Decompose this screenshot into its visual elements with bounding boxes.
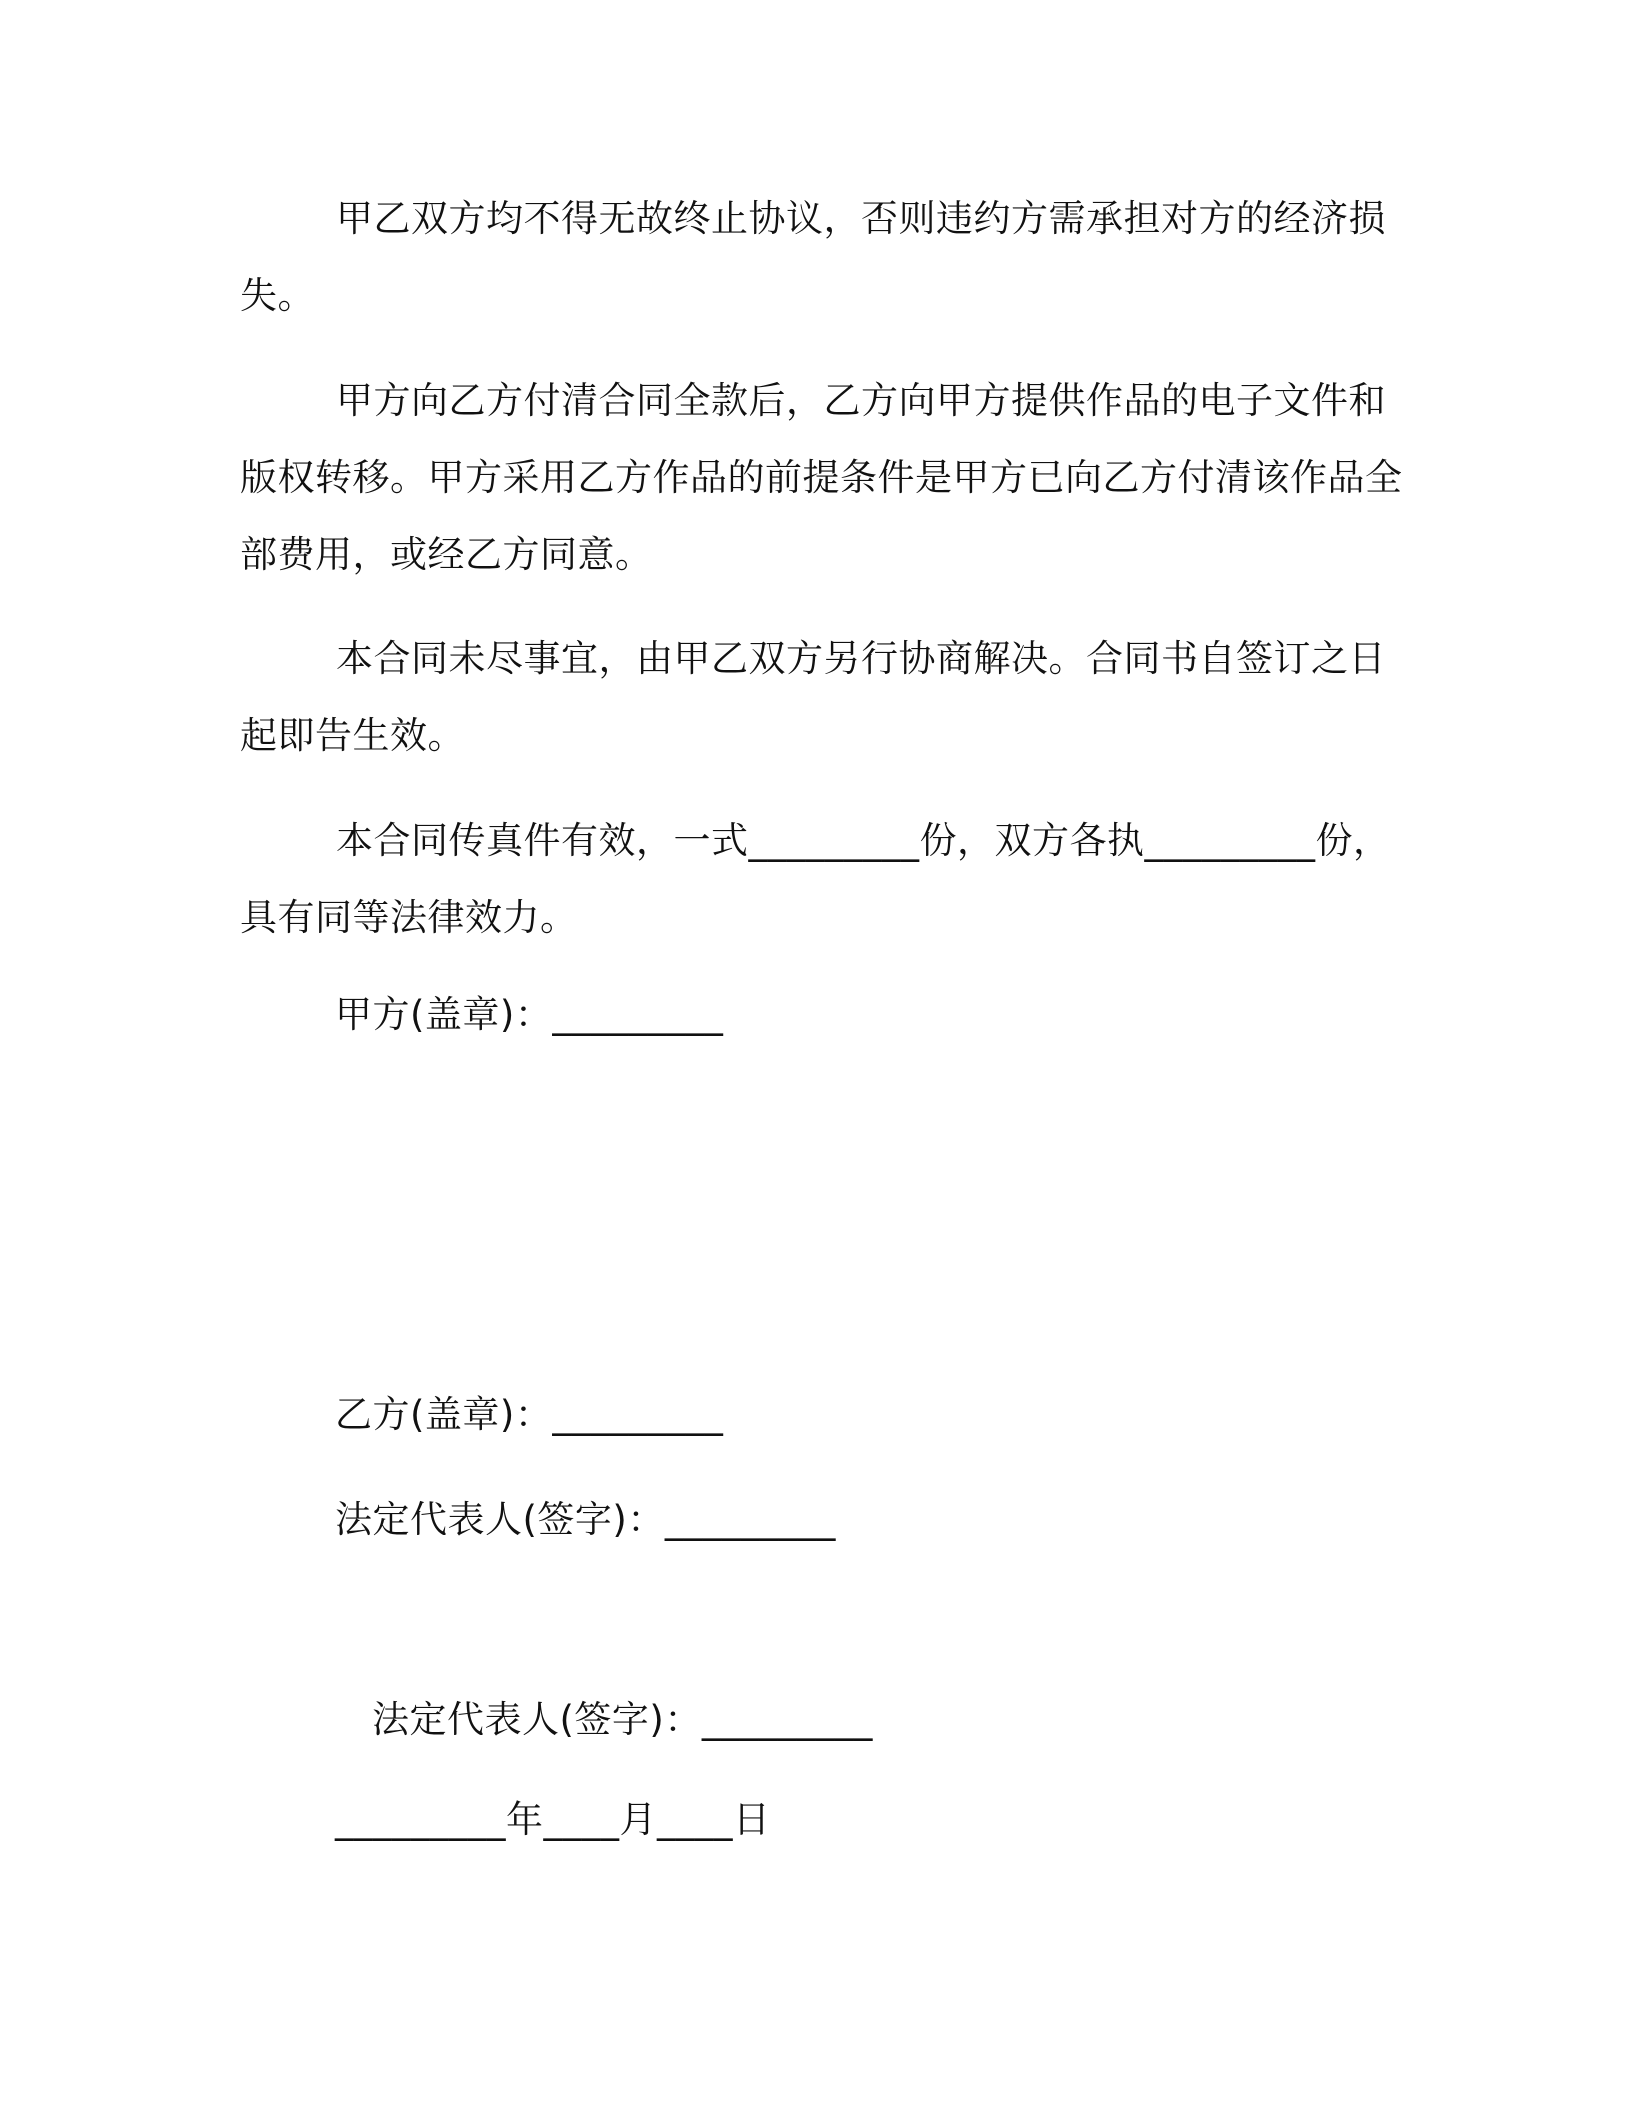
party-a-seal-line: 甲方(盖章)：_________ [335, 993, 724, 1036]
legal-rep-sign-line-1: 法定代表人(签字)：_________ [335, 1498, 836, 1541]
legal-rep-sign-line-2: 法定代表人(签字)：_________ [372, 1698, 873, 1741]
paragraph-fax-copies: 本合同传真件有效，一式_________份，双方各执_________份，具有同等法律效力。 [240, 819, 1391, 939]
paragraph-matters-effective: 本合同未尽事宜，由甲乙双方另行协商解决。合同书自签订之日起即告生效。 [240, 637, 1386, 757]
paragraph-payment-copyright: 甲方向乙方付清合同全款后，乙方向甲方提供作品的电子文件和版权转移。甲方采用乙方作品的前提条件是甲方已向乙方付清该作品全部费用，或经乙方同意。 [240, 379, 1403, 576]
date-line: _________年____月____日 [335, 1798, 771, 1841]
paragraph-termination: 甲乙双方均不得无故终止协议，否则违约方需承担对方的经济损失。 [240, 197, 1386, 317]
party-b-seal-line: 乙方(盖章)：_________ [335, 1393, 724, 1436]
